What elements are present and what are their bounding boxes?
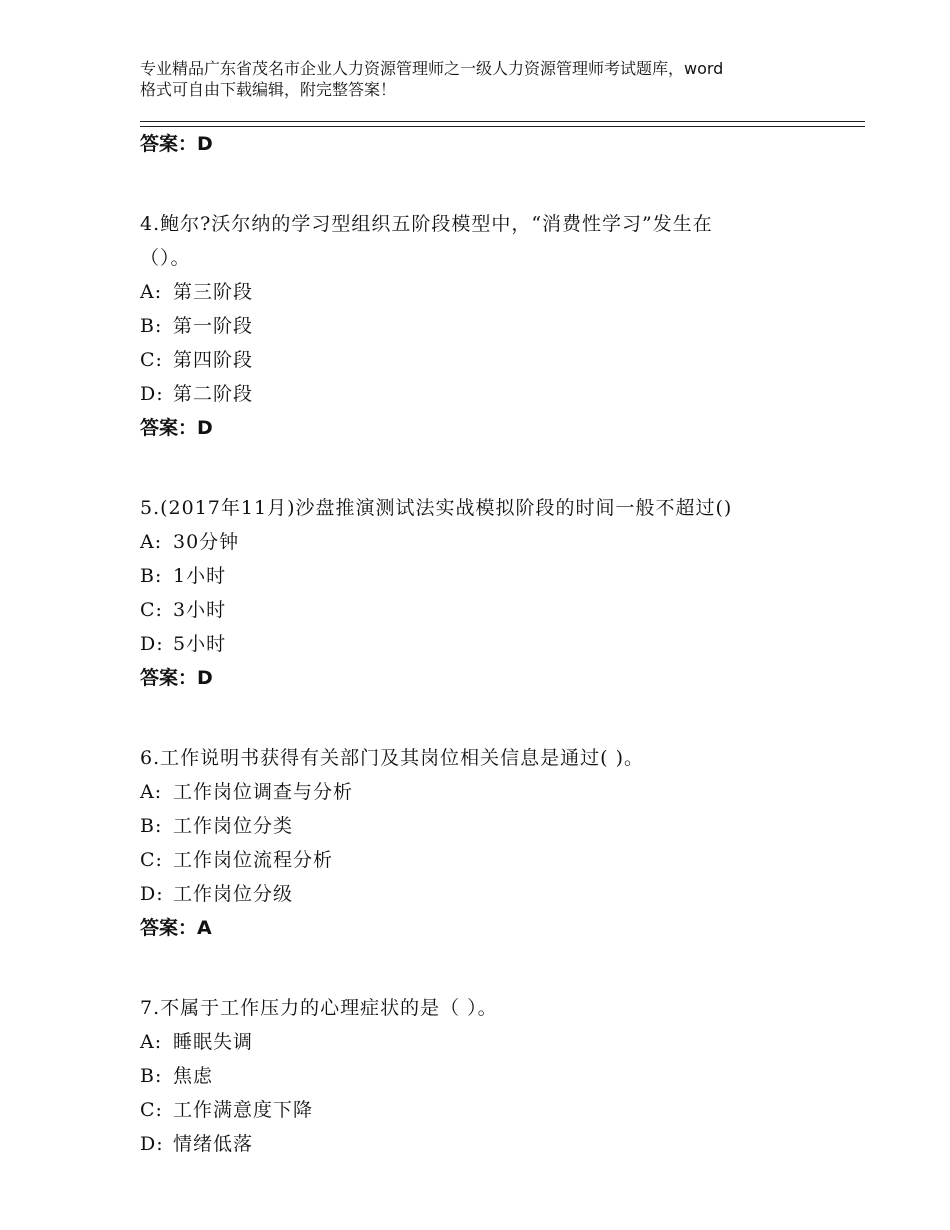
- answer-line: 答案：D: [140, 417, 213, 439]
- option-letter: D:: [140, 383, 164, 405]
- option-text: 第二阶段: [173, 383, 254, 405]
- question-list: [140, 126, 860, 1161]
- option-b: [140, 309, 860, 343]
- option-a: [140, 525, 860, 559]
- option-b: [140, 1059, 860, 1093]
- option-b: [140, 559, 860, 593]
- option-letter: C:: [140, 849, 163, 871]
- option-c: [140, 1093, 860, 1127]
- option-b: [140, 809, 860, 843]
- option-text: 工作岗位调查与分析: [173, 781, 354, 803]
- option-letter: D:: [140, 1133, 164, 1155]
- question-text: 4.鲍尔?沃尔纳的学习型组织五阶段模型中，“消费性学习”发生在: [140, 213, 713, 235]
- option-letter: A:: [140, 281, 163, 303]
- option-text: 工作满意度下降: [173, 1099, 314, 1121]
- spacer: [140, 445, 860, 491]
- option-letter: D:: [140, 883, 164, 905]
- option-a: [140, 1025, 860, 1059]
- option-letter: C:: [140, 349, 163, 371]
- answer-line: 答案：D: [140, 667, 213, 689]
- question-block-6: [140, 741, 860, 945]
- option-d: [140, 1127, 860, 1161]
- option-letter: C:: [140, 599, 163, 621]
- header-rule-top: [140, 121, 865, 122]
- question-text: 5.(2017年11月)沙盘推演测试法实战模拟阶段的时间一般不超过(): [140, 497, 733, 519]
- question-text: 6.工作说明书获得有关部门及其岗位相关信息是通过( )。: [140, 747, 644, 769]
- option-c: [140, 843, 860, 877]
- option-text: 1小时: [173, 565, 227, 587]
- option-letter: A:: [140, 1031, 163, 1053]
- spacer: [140, 945, 860, 991]
- option-letter: A:: [140, 531, 163, 553]
- option-text: 3小时: [173, 599, 227, 621]
- option-letter: B:: [140, 315, 163, 337]
- header-line-1: 专业精品广东省茂名市企业人力资源管理师之一级人力资源管理师考试题库，word: [140, 59, 724, 78]
- option-text: 第一阶段: [173, 315, 254, 337]
- option-text: 工作岗位分级: [173, 883, 294, 905]
- option-a: [140, 775, 860, 809]
- option-text: 第四阶段: [173, 349, 254, 371]
- option-letter: B:: [140, 815, 163, 837]
- option-text: 睡眠失调: [173, 1031, 254, 1053]
- option-d: [140, 877, 860, 911]
- question-text-continued: （）。: [140, 247, 191, 269]
- option-c: [140, 593, 860, 627]
- option-text: 第三阶段: [173, 281, 254, 303]
- header-line-2: 格式可自由下载编辑，附完整答案！: [140, 80, 397, 99]
- question-block-7: [140, 991, 860, 1161]
- question-block-4: [140, 207, 860, 445]
- option-d: [140, 627, 860, 661]
- option-text: 焦虑: [173, 1065, 214, 1087]
- option-text: 工作岗位流程分析: [173, 849, 334, 871]
- option-letter: B:: [140, 1065, 163, 1087]
- question-text: 7.不属于工作压力的心理症状的是（ ）。: [140, 997, 498, 1019]
- question-block-5: [140, 491, 860, 695]
- option-letter: A:: [140, 781, 163, 803]
- option-c: [140, 343, 860, 377]
- answer-prev-question: 答案：D: [140, 133, 213, 155]
- spacer: [140, 695, 860, 741]
- option-a: [140, 275, 860, 309]
- option-letter: D:: [140, 633, 164, 655]
- answer-line: 答案：A: [140, 917, 212, 939]
- option-d: [140, 377, 860, 411]
- option-letter: B:: [140, 565, 163, 587]
- option-text: 工作岗位分类: [173, 815, 294, 837]
- document-header: [140, 58, 840, 100]
- option-text: 5小时: [173, 633, 227, 655]
- spacer: [140, 161, 860, 207]
- option-letter: C:: [140, 1099, 163, 1121]
- option-text: 情绪低落: [173, 1133, 254, 1155]
- option-text: 30分钟: [173, 531, 240, 553]
